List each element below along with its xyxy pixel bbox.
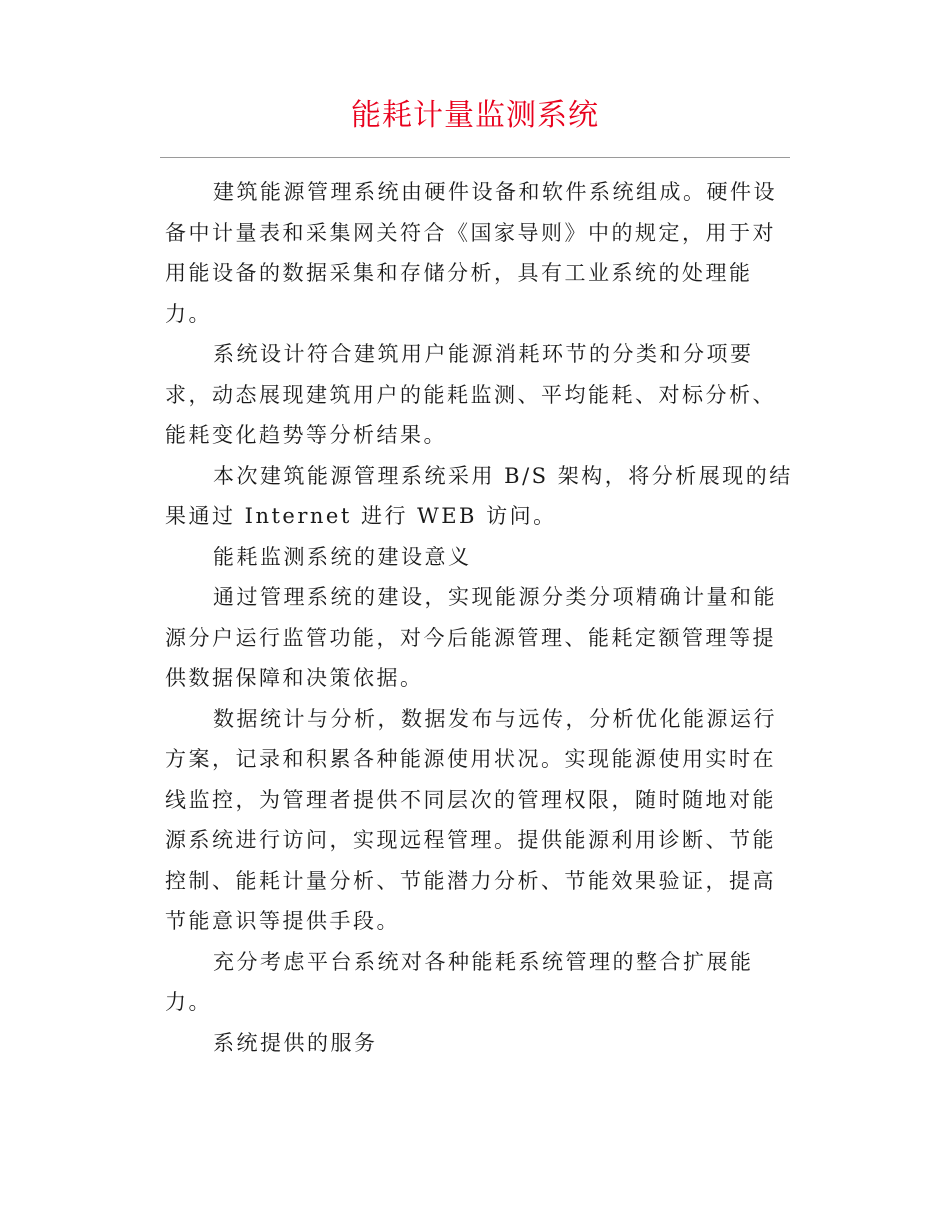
text-line: 能耗监测系统的建设意义 [213,544,472,569]
section-heading-services [165,1023,780,1064]
text-line: 求，动态展现建筑用户的能耗监测、平均能耗、对标分析、 [165,382,776,407]
text-line: 果通过 Internet 进行 WEB 访问。 [165,504,557,528]
paragraph-system-design [165,334,780,456]
text-line: 系统提供的服务 [213,1030,378,1055]
section-heading-significance [165,537,780,578]
text-line: 系统设计符合建筑用户能源消耗环节的分类和分项要 [213,342,754,366]
text-line: 力。 [165,990,212,1014]
text-line: 能耗变化趋势等分析结果。 [165,423,447,447]
paragraph-data-statistics [165,699,780,942]
text-line: 源系统进行访问，实现远程管理。提供能源利用诊断、节能 [165,828,776,852]
text-line: 备中计量表和采集网关符合《国家导则》中的规定，用于对 [165,220,776,245]
text-line: 通过管理系统的建设，实现能源分类分项精确计量和能 [213,585,777,609]
title-divider [160,157,790,158]
text-line: 线监控，为管理者提供不同层次的管理权限，随时随地对能 [165,787,776,812]
document-body [165,172,793,1063]
text-line: 控制、能耗计量分析、节能潜力分析、节能效果验证，提高 [165,868,776,893]
text-line: 源分户运行监管功能，对今后能源管理、能耗定额管理等提 [165,625,776,650]
document-title: 能耗计量监测系统 [351,98,599,133]
paragraph-system-composition [165,172,780,334]
text-line: 用能设备的数据采集和存储分析，具有工业系统的处理能 [165,261,753,285]
text-line: 数据统计与分析，数据发布与远传，分析优化能源运行 [213,706,777,731]
text-line: 方案，记录和积累各种能源使用状况。实现能源使用实时在 [165,747,776,771]
paragraph-architecture [165,456,793,537]
text-line: 建筑能源管理系统由硬件设备和软件系统组成。硬件设 [213,180,777,204]
paragraph-integration [165,942,780,1023]
text-line: 节能意识等提供手段。 [165,909,400,933]
text-line: 力。 [165,301,212,326]
text-line: 本次建筑能源管理系统采用 B/S 架构，将分析展现的结 [213,463,793,488]
text-line: 供数据保障和决策依据。 [165,666,424,690]
text-line: 充分考虑平台系统对各种能耗系统管理的整合扩展能 [213,949,754,974]
paragraph-management-construction [165,577,780,699]
